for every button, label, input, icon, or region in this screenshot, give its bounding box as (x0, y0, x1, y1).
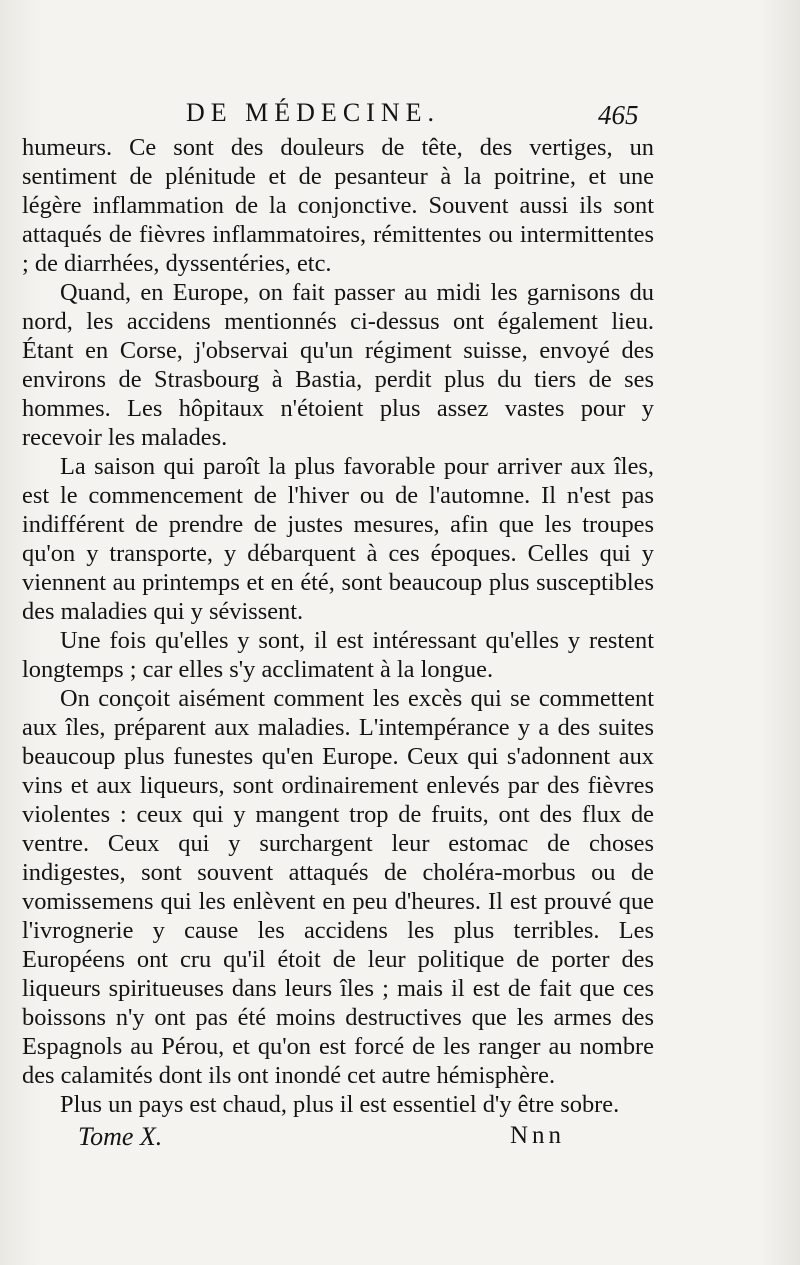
paragraph-continued: humeurs. Ce sont des douleurs de tête, des vertiges, un sentiment de plénitude et de pesanteur à la poitrine, et une légère inflammation de la conjonctive. Souvent aussi ils sont attaqués de fièvres inflammatoires, rémittentes ou intermittentes ; de diarrhées, dyssentéries, etc. (22, 134, 654, 277)
signature-mark: Nnn (510, 1122, 566, 1149)
paragraph: Plus un pays est chaud, plus il est essentiel d'y être sobre. (60, 1091, 620, 1118)
paragraph: Quand, en Europe, on fait passer au midi les garnisons du nord, les accidens mentionnés ci-dessus ont également lieu. Étant en Corse, j'observai qu'un régiment suisse, envoyé des environs de Strasbourg à Bastia, perdit plus du tiers de ses hommes. Les hôpitaux n'étoient plus assez vastes pour y recevoir les malades. (22, 279, 654, 451)
volume-label: Tome X. (78, 1122, 163, 1151)
paragraph: Une fois qu'elles y sont, il est intéressant qu'elles y restent longtemps ; car elles s'y acclimatent à la longue. (22, 627, 654, 683)
running-title: DE MÉDECINE. (186, 98, 440, 127)
paragraph: On conçoit aisément comment les excès qui se commettent aux îles, préparent aux maladies. L'intempérance y a des suites beaucoup plus funestes qu'en Europe. Ceux qui s'adonnent aux vins et aux liqueurs, sont ordinairement enlevés par des fièvres violentes : ceux qui y mangent trop de fruits, ont des flux de ventre. Ceux qui y surchargent leur estomac de choses indigestes, sont souvent attaqués de choléra-morbus ou de vomissemens qui les enlèvent en peu d'heures. Il est prouvé que l'ivrognerie y cause les accidens les plus terribles. Les Européens ont cru qu'il étoit de leur politique de porter des liqueurs spiritueuses dans leurs îles ; mais il est de fait que ces boissons n'y ont pas été moins destructives que les armes des Espagnols au Pérou, et qu'on est forcé de les ranger au nombre des calamités dont ils ont inondé cet autre hémisphère. (22, 685, 654, 1089)
paragraph: La saison qui paroît la plus favorable pour arriver aux îles, est le commencement de l'hiver ou de l'automne. Il n'est pas indifférent de prendre de justes mesures, afin que les troupes qu'on y transporte, y débarquent à ces époques. Celles qui y viennent au printemps et en été, sont beaucoup plus susceptibles des maladies qui y sévissent. (22, 453, 654, 625)
page-number: 465 (598, 100, 639, 130)
body-text (22, 133, 654, 1119)
